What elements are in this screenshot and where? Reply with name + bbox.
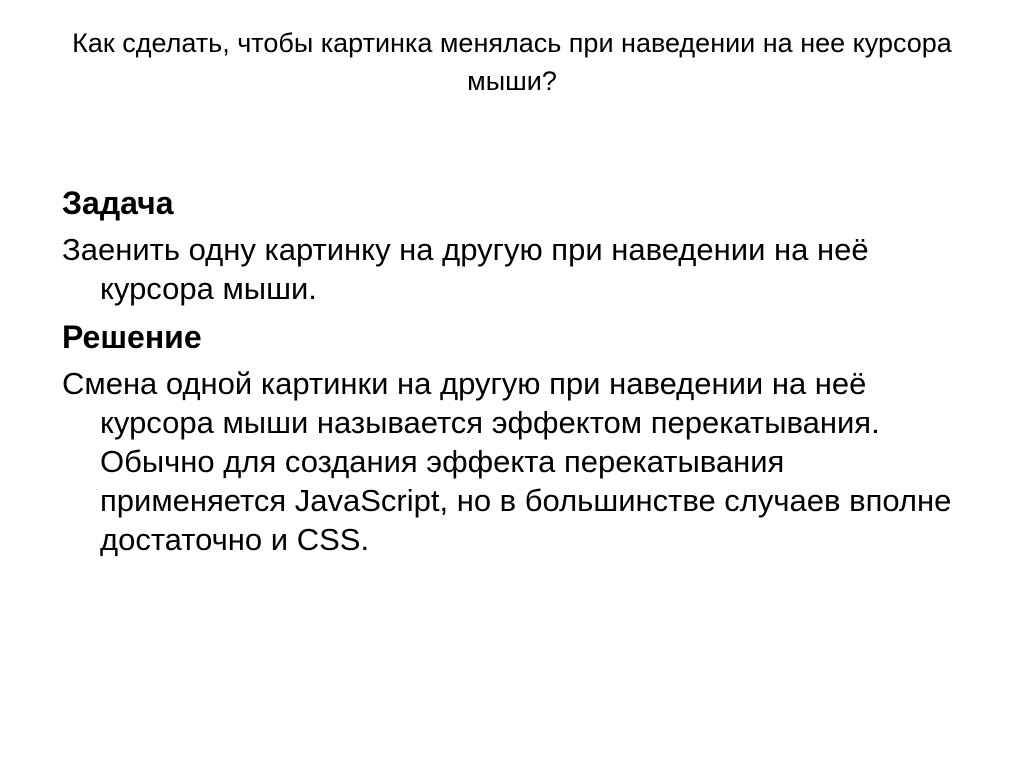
task-heading: Задача — [62, 185, 174, 221]
slide-title: Как сделать, чтобы картинка менялась при наведении на нее курсора мыши? — [72, 28, 952, 96]
solution-text: Смена одной картинки на другую при наведении на неё курсора мыши называется эффектом перекатывания. Обычно для создания эффекта перекатывания применяется JavaScript, но в большинстве случаев вполне достаточно и CSS. — [62, 366, 952, 557]
slide-content — [62, 182, 962, 567]
solution-heading: Решение — [62, 319, 202, 355]
task-text: Заенить одну картинку на другую при наведении на неё курсора мыши. — [62, 232, 869, 306]
